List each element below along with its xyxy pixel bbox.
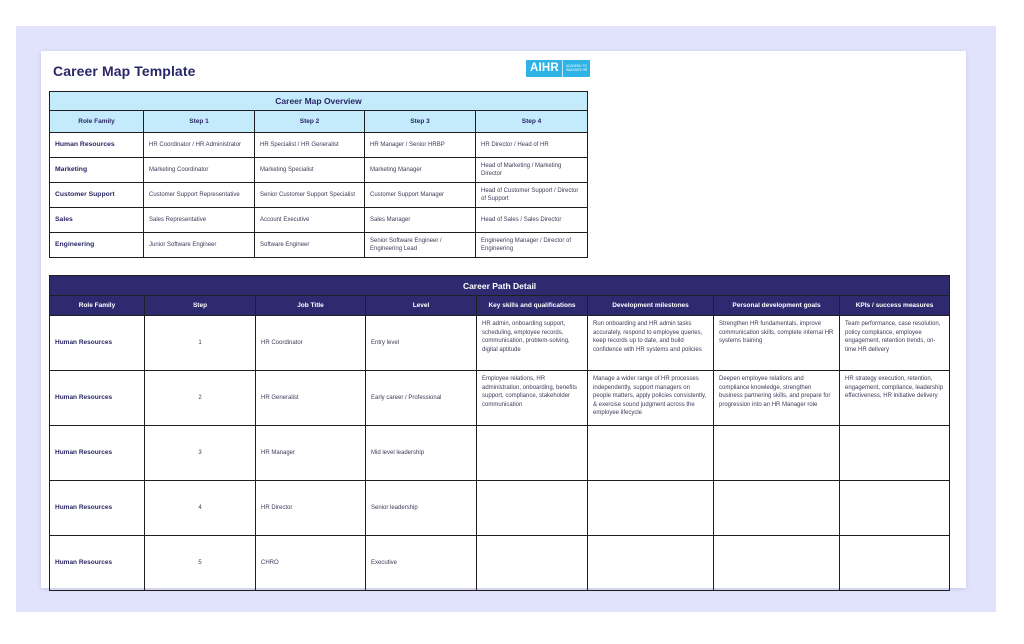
- step-cell: Marketing Coordinator: [144, 158, 255, 183]
- detail-row: [50, 371, 950, 426]
- development-goals-cell: Strengthen HR fundamentals, improve communication skills, complete internal HR systems training: [714, 316, 840, 371]
- level-cell: Early career / Professional: [366, 371, 477, 426]
- step-cell: HR Specialist / HR Generalist: [255, 133, 365, 158]
- detail-column-header: Role Family: [50, 296, 145, 316]
- step-cell: Head of Sales / Sales Director: [476, 208, 588, 233]
- detail-row: [50, 316, 950, 371]
- overview-row: [50, 183, 588, 208]
- detail-column-header: Development milestones: [588, 296, 714, 316]
- kpis-cell: [840, 426, 950, 481]
- overview-header-row: [50, 111, 588, 133]
- overview-column-header: Step 3: [365, 111, 476, 133]
- aihr-logo: [526, 60, 590, 77]
- detail-column-header: Job Title: [256, 296, 366, 316]
- overview-caption: Career Map Overview: [50, 92, 588, 111]
- detail-caption: Career Path Detail: [50, 276, 950, 296]
- kpis-cell: [840, 536, 950, 591]
- overview-column-header: Step 2: [255, 111, 365, 133]
- step-cell: Head of Customer Support / Director of Support: [476, 183, 588, 208]
- key-skills-cell: [477, 481, 588, 536]
- kpis-cell: Team performance, case resolution, policy compliance, employee engagement, retention trends, on-time HR delivery: [840, 316, 950, 371]
- key-skills-cell: HR admin, onboarding support, scheduling, employee records, communication, problem-solving, digital aptitude: [477, 316, 588, 371]
- page-title: Career Map Template: [53, 63, 196, 79]
- step-cell: Customer Support Representative: [144, 183, 255, 208]
- role-family-cell: Human Resources: [50, 316, 145, 371]
- role-family-cell: Marketing: [50, 158, 144, 183]
- step-cell: HR Coordinator / HR Administrator: [144, 133, 255, 158]
- step-cell: HR Director / Head of HR: [476, 133, 588, 158]
- role-family-cell: Engineering: [50, 233, 144, 258]
- detail-column-header: KPIs / success measures: [840, 296, 950, 316]
- role-family-cell: Human Resources: [50, 426, 145, 481]
- career-map-overview-table: [49, 91, 588, 258]
- detail-column-header: Personal development goals: [714, 296, 840, 316]
- step-cell: Account Executive: [255, 208, 365, 233]
- level-cell: Executive: [366, 536, 477, 591]
- detail-row: [50, 481, 950, 536]
- step-cell: Marketing Specialist: [255, 158, 365, 183]
- development-goals-cell: Deepen employee relations and compliance knowledge, strengthen business partnering skills, and prepare for progression into an HR Manager role: [714, 371, 840, 426]
- logo-tagline: ACADEMY TO INNOVATE HR: [562, 60, 590, 77]
- step-number-cell: 3: [145, 426, 256, 481]
- career-path-detail-table: [49, 275, 950, 591]
- overview-column-header: Step 1: [144, 111, 255, 133]
- overview-row: [50, 233, 588, 258]
- role-family-cell: Human Resources: [50, 133, 144, 158]
- job-title-cell: CHRO: [256, 536, 366, 591]
- job-title-cell: HR Director: [256, 481, 366, 536]
- step-cell: Customer Support Manager: [365, 183, 476, 208]
- step-number-cell: 5: [145, 536, 256, 591]
- detail-column-header: Key skills and qualifications: [477, 296, 588, 316]
- key-skills-cell: [477, 426, 588, 481]
- template-sheet: [41, 51, 966, 588]
- job-title-cell: HR Manager: [256, 426, 366, 481]
- job-title-cell: HR Coordinator: [256, 316, 366, 371]
- step-number-cell: 4: [145, 481, 256, 536]
- detail-header-row: [50, 296, 950, 316]
- development-goals-cell: [714, 481, 840, 536]
- key-skills-cell: [477, 536, 588, 591]
- step-cell: Software Engineer: [255, 233, 365, 258]
- step-cell: Engineering Manager / Director of Engineering: [476, 233, 588, 258]
- milestones-cell: [588, 481, 714, 536]
- milestones-cell: [588, 426, 714, 481]
- role-family-cell: Sales: [50, 208, 144, 233]
- job-title-cell: HR Generalist: [256, 371, 366, 426]
- milestones-cell: [588, 536, 714, 591]
- kpis-cell: HR strategy execution, retention, engagement, compliance, leadership effectiveness, HR initiative delivery: [840, 371, 950, 426]
- step-cell: Sales Manager: [365, 208, 476, 233]
- development-goals-cell: [714, 426, 840, 481]
- step-number-cell: 2: [145, 371, 256, 426]
- level-cell: Entry level: [366, 316, 477, 371]
- overview-column-header: Role Family: [50, 111, 144, 133]
- step-cell: Senior Software Engineer / Engineering Lead: [365, 233, 476, 258]
- role-family-cell: Human Resources: [50, 536, 145, 591]
- level-cell: Mid level leadership: [366, 426, 477, 481]
- step-cell: Marketing Manager: [365, 158, 476, 183]
- role-family-cell: Human Resources: [50, 481, 145, 536]
- logo-wordmark: AIHR: [530, 62, 559, 74]
- overview-row: [50, 158, 588, 183]
- overview-row: [50, 133, 588, 158]
- overview-row: [50, 208, 588, 233]
- step-cell: HR Manager / Senior HRBP: [365, 133, 476, 158]
- milestones-cell: Run onboarding and HR admin tasks accurately, respond to employee queries, keep records up to date, and build confidence with HR systems and policies: [588, 316, 714, 371]
- detail-column-header: Level: [366, 296, 477, 316]
- development-goals-cell: [714, 536, 840, 591]
- milestones-cell: Manage a wider range of HR processes independently, support managers on people matters, apply policies consistently, & exercise sound judgment across the employee lifecycle: [588, 371, 714, 426]
- step-number-cell: 1: [145, 316, 256, 371]
- role-family-cell: Human Resources: [50, 371, 145, 426]
- step-cell: Senior Customer Support Specialist: [255, 183, 365, 208]
- step-cell: Junior Software Engineer: [144, 233, 255, 258]
- step-cell: Sales Representative: [144, 208, 255, 233]
- detail-row: [50, 536, 950, 591]
- overview-column-header: Step 4: [476, 111, 588, 133]
- step-cell: Head of Marketing / Marketing Director: [476, 158, 588, 183]
- key-skills-cell: Employee relations, HR administration, onboarding, benefits support, compliance, stakeholder communication: [477, 371, 588, 426]
- detail-column-header: Step: [145, 296, 256, 316]
- role-family-cell: Customer Support: [50, 183, 144, 208]
- level-cell: Senior leadership: [366, 481, 477, 536]
- kpis-cell: [840, 481, 950, 536]
- detail-row: [50, 426, 950, 481]
